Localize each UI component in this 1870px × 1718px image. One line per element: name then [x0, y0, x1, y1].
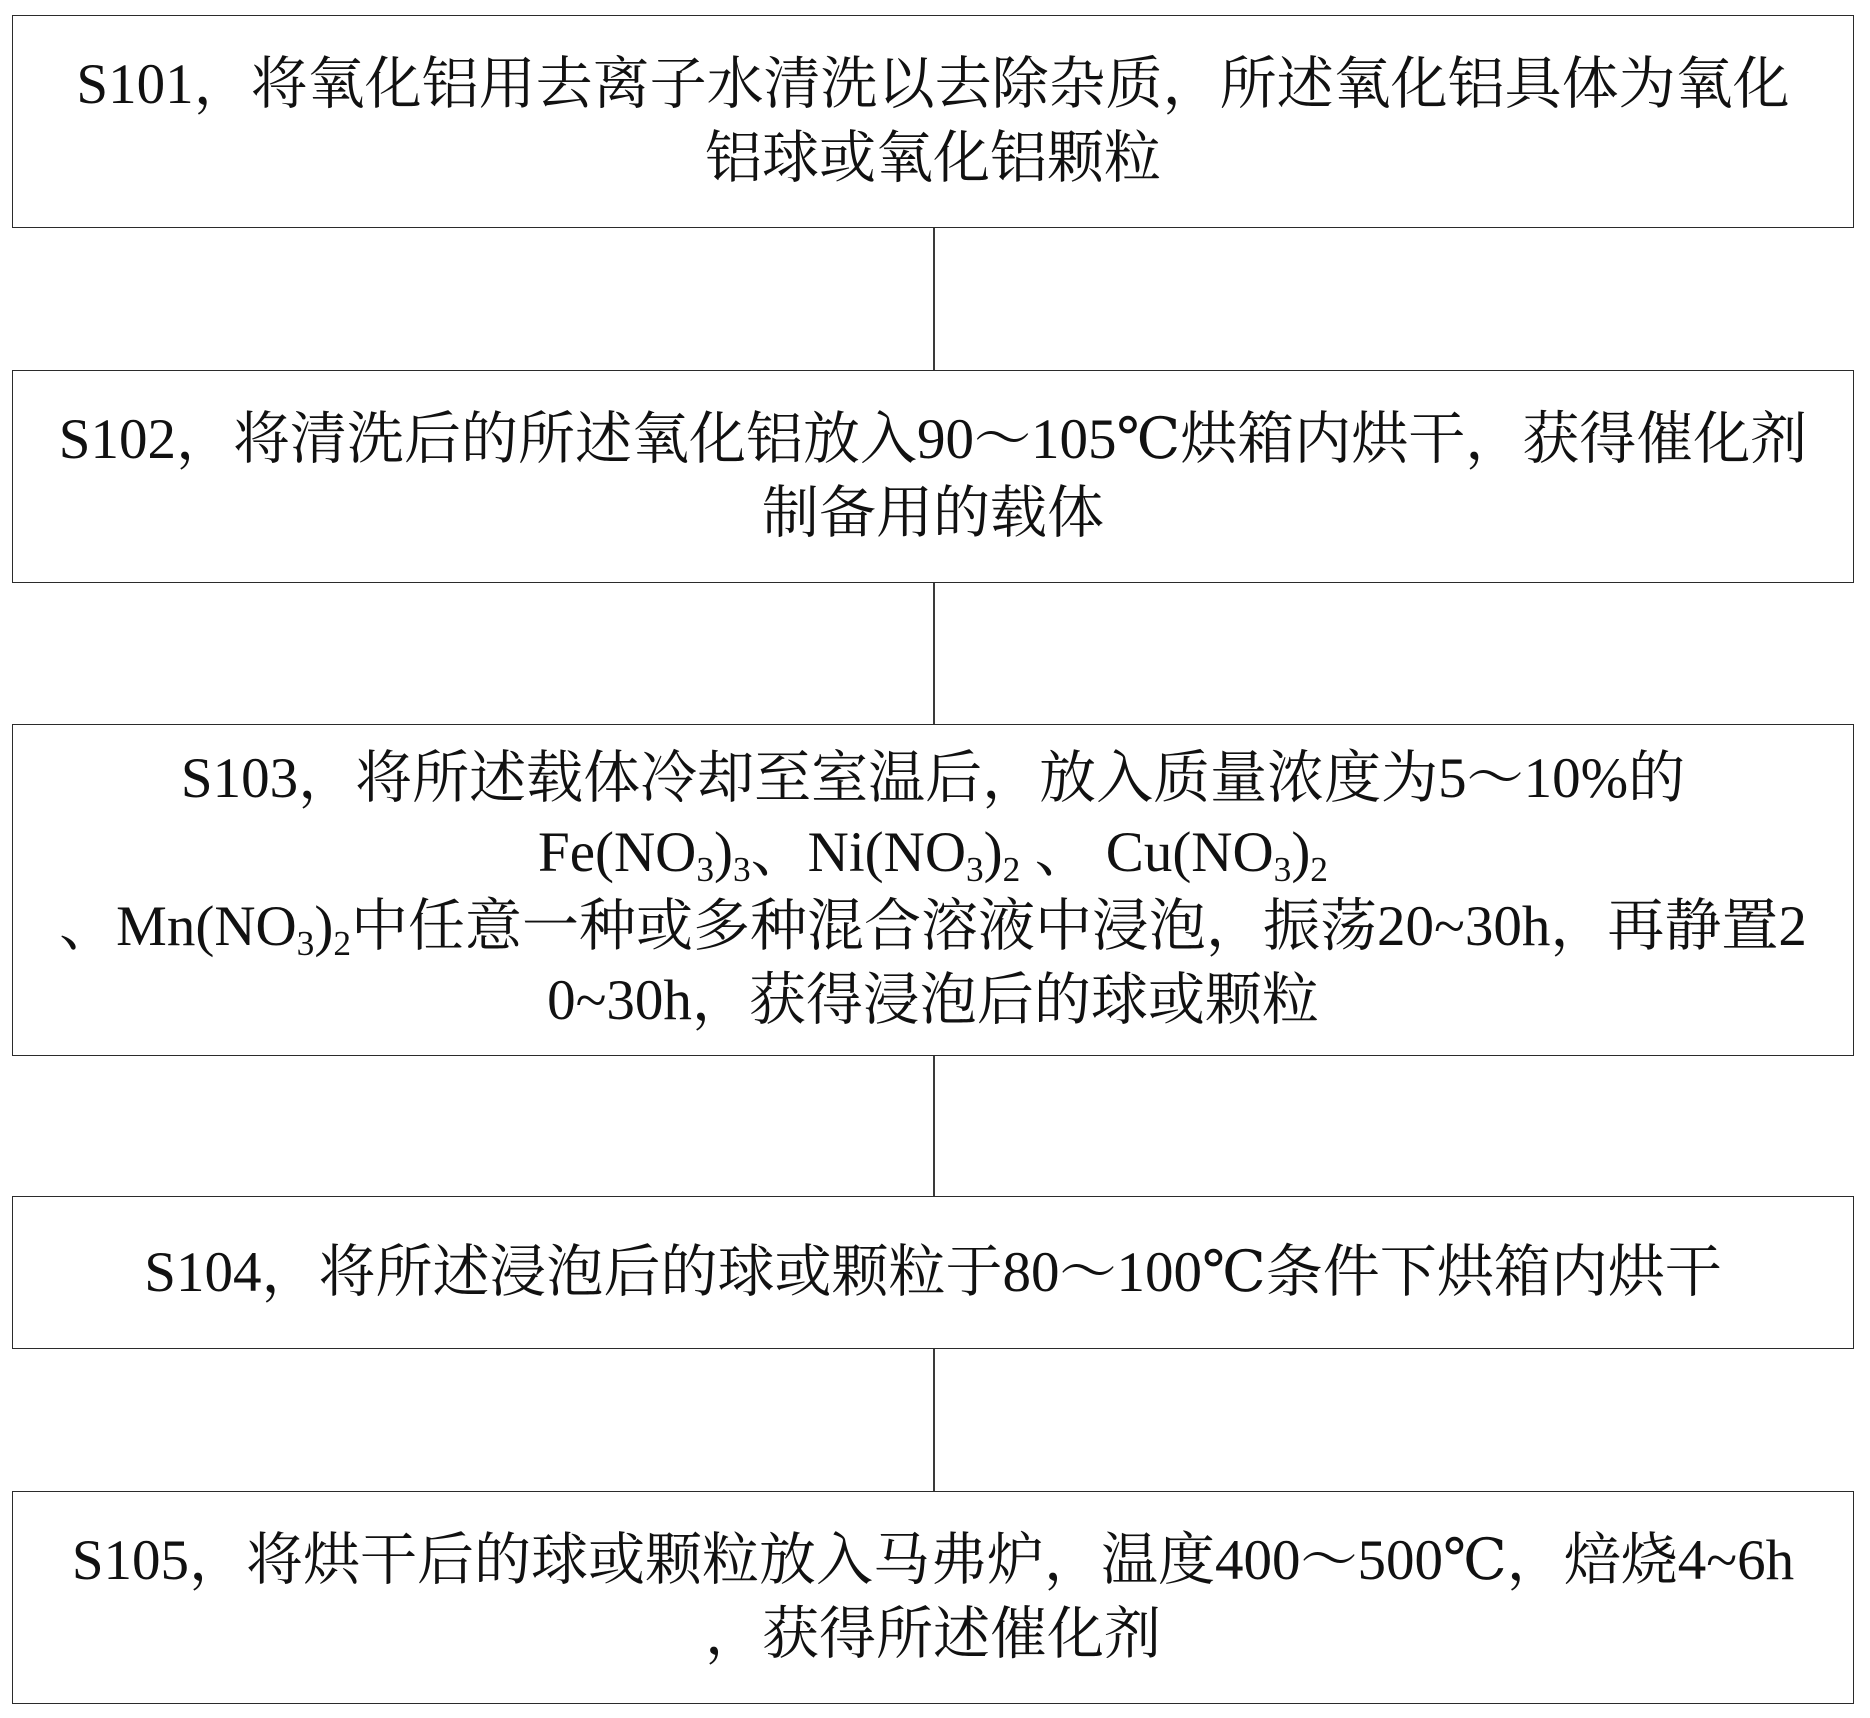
- step-s105-line-1: S105，将烘干后的球或颗粒放入马弗炉，温度400～500℃，焙烧4~6h: [71, 1528, 1795, 1592]
- formula-text: 、 Cu(NO: [1020, 821, 1274, 884]
- step-box-s103: [12, 724, 1854, 1056]
- step-s103-line-4: 0~30h，获得浸泡后的球或颗粒: [547, 969, 1319, 1032]
- formula-text: Fe(NO: [538, 821, 697, 884]
- step-s102-line-2: 制备用的载体: [762, 481, 1104, 545]
- step-box-s101: [12, 15, 1854, 228]
- formula-subscript: 3: [733, 849, 751, 889]
- step-box-s104: [12, 1196, 1854, 1349]
- step-s104-line-1: S104，将所述浸泡后的球或颗粒于80～100℃条件下烘箱内烘干: [144, 1240, 1722, 1304]
- step-text: 中任意一种或多种混合溶液中浸泡，振荡20~30h，再静置2: [350, 895, 1807, 958]
- connector-line-s104-s105: [933, 1349, 935, 1491]
- formula-subscript: 2: [333, 923, 351, 963]
- step-s105-line-2: ，获得所述催化剂: [705, 1602, 1161, 1666]
- connector-line-s103-s104: [933, 1056, 935, 1196]
- step-box-s102: [12, 370, 1854, 583]
- formula-subscript: 3: [696, 849, 715, 889]
- step-box-s105: [12, 1491, 1854, 1704]
- formula-text: ): [314, 895, 334, 958]
- step-s101-line-2: 铝球或氧化铝颗粒: [705, 126, 1161, 190]
- formula-text: ): [714, 821, 733, 884]
- formula-subscript: 3: [965, 849, 984, 889]
- formula-text: 、Mn(NO: [59, 895, 297, 958]
- formula-subscript: 3: [296, 923, 315, 963]
- connector-line-s102-s103: [933, 583, 935, 724]
- formula-subscript: 2: [1310, 849, 1328, 889]
- step-s101-line-1: S101，将氧化铝用去离子水清洗以去除杂质，所述氧化铝具体为氧化: [76, 52, 1790, 116]
- formula-text: 、Ni(NO: [750, 821, 966, 884]
- formula-text: ): [1291, 821, 1311, 884]
- formula-text: ): [983, 821, 1003, 884]
- step-s103-line-3: [59, 890, 1807, 964]
- connector-line-s101-s102: [933, 228, 935, 370]
- step-s103-line-1: S103，将所述载体冷却至室温后，放入质量浓度为5～10%的: [180, 747, 1686, 810]
- formula-subscript: 3: [1273, 849, 1292, 889]
- formula-subscript: 2: [1002, 849, 1021, 889]
- step-s103-line-2: [538, 816, 1328, 890]
- step-s102-line-1: S102，将清洗后的所述氧化铝放入90～105℃烘箱内烘干，获得催化剂: [58, 407, 1808, 471]
